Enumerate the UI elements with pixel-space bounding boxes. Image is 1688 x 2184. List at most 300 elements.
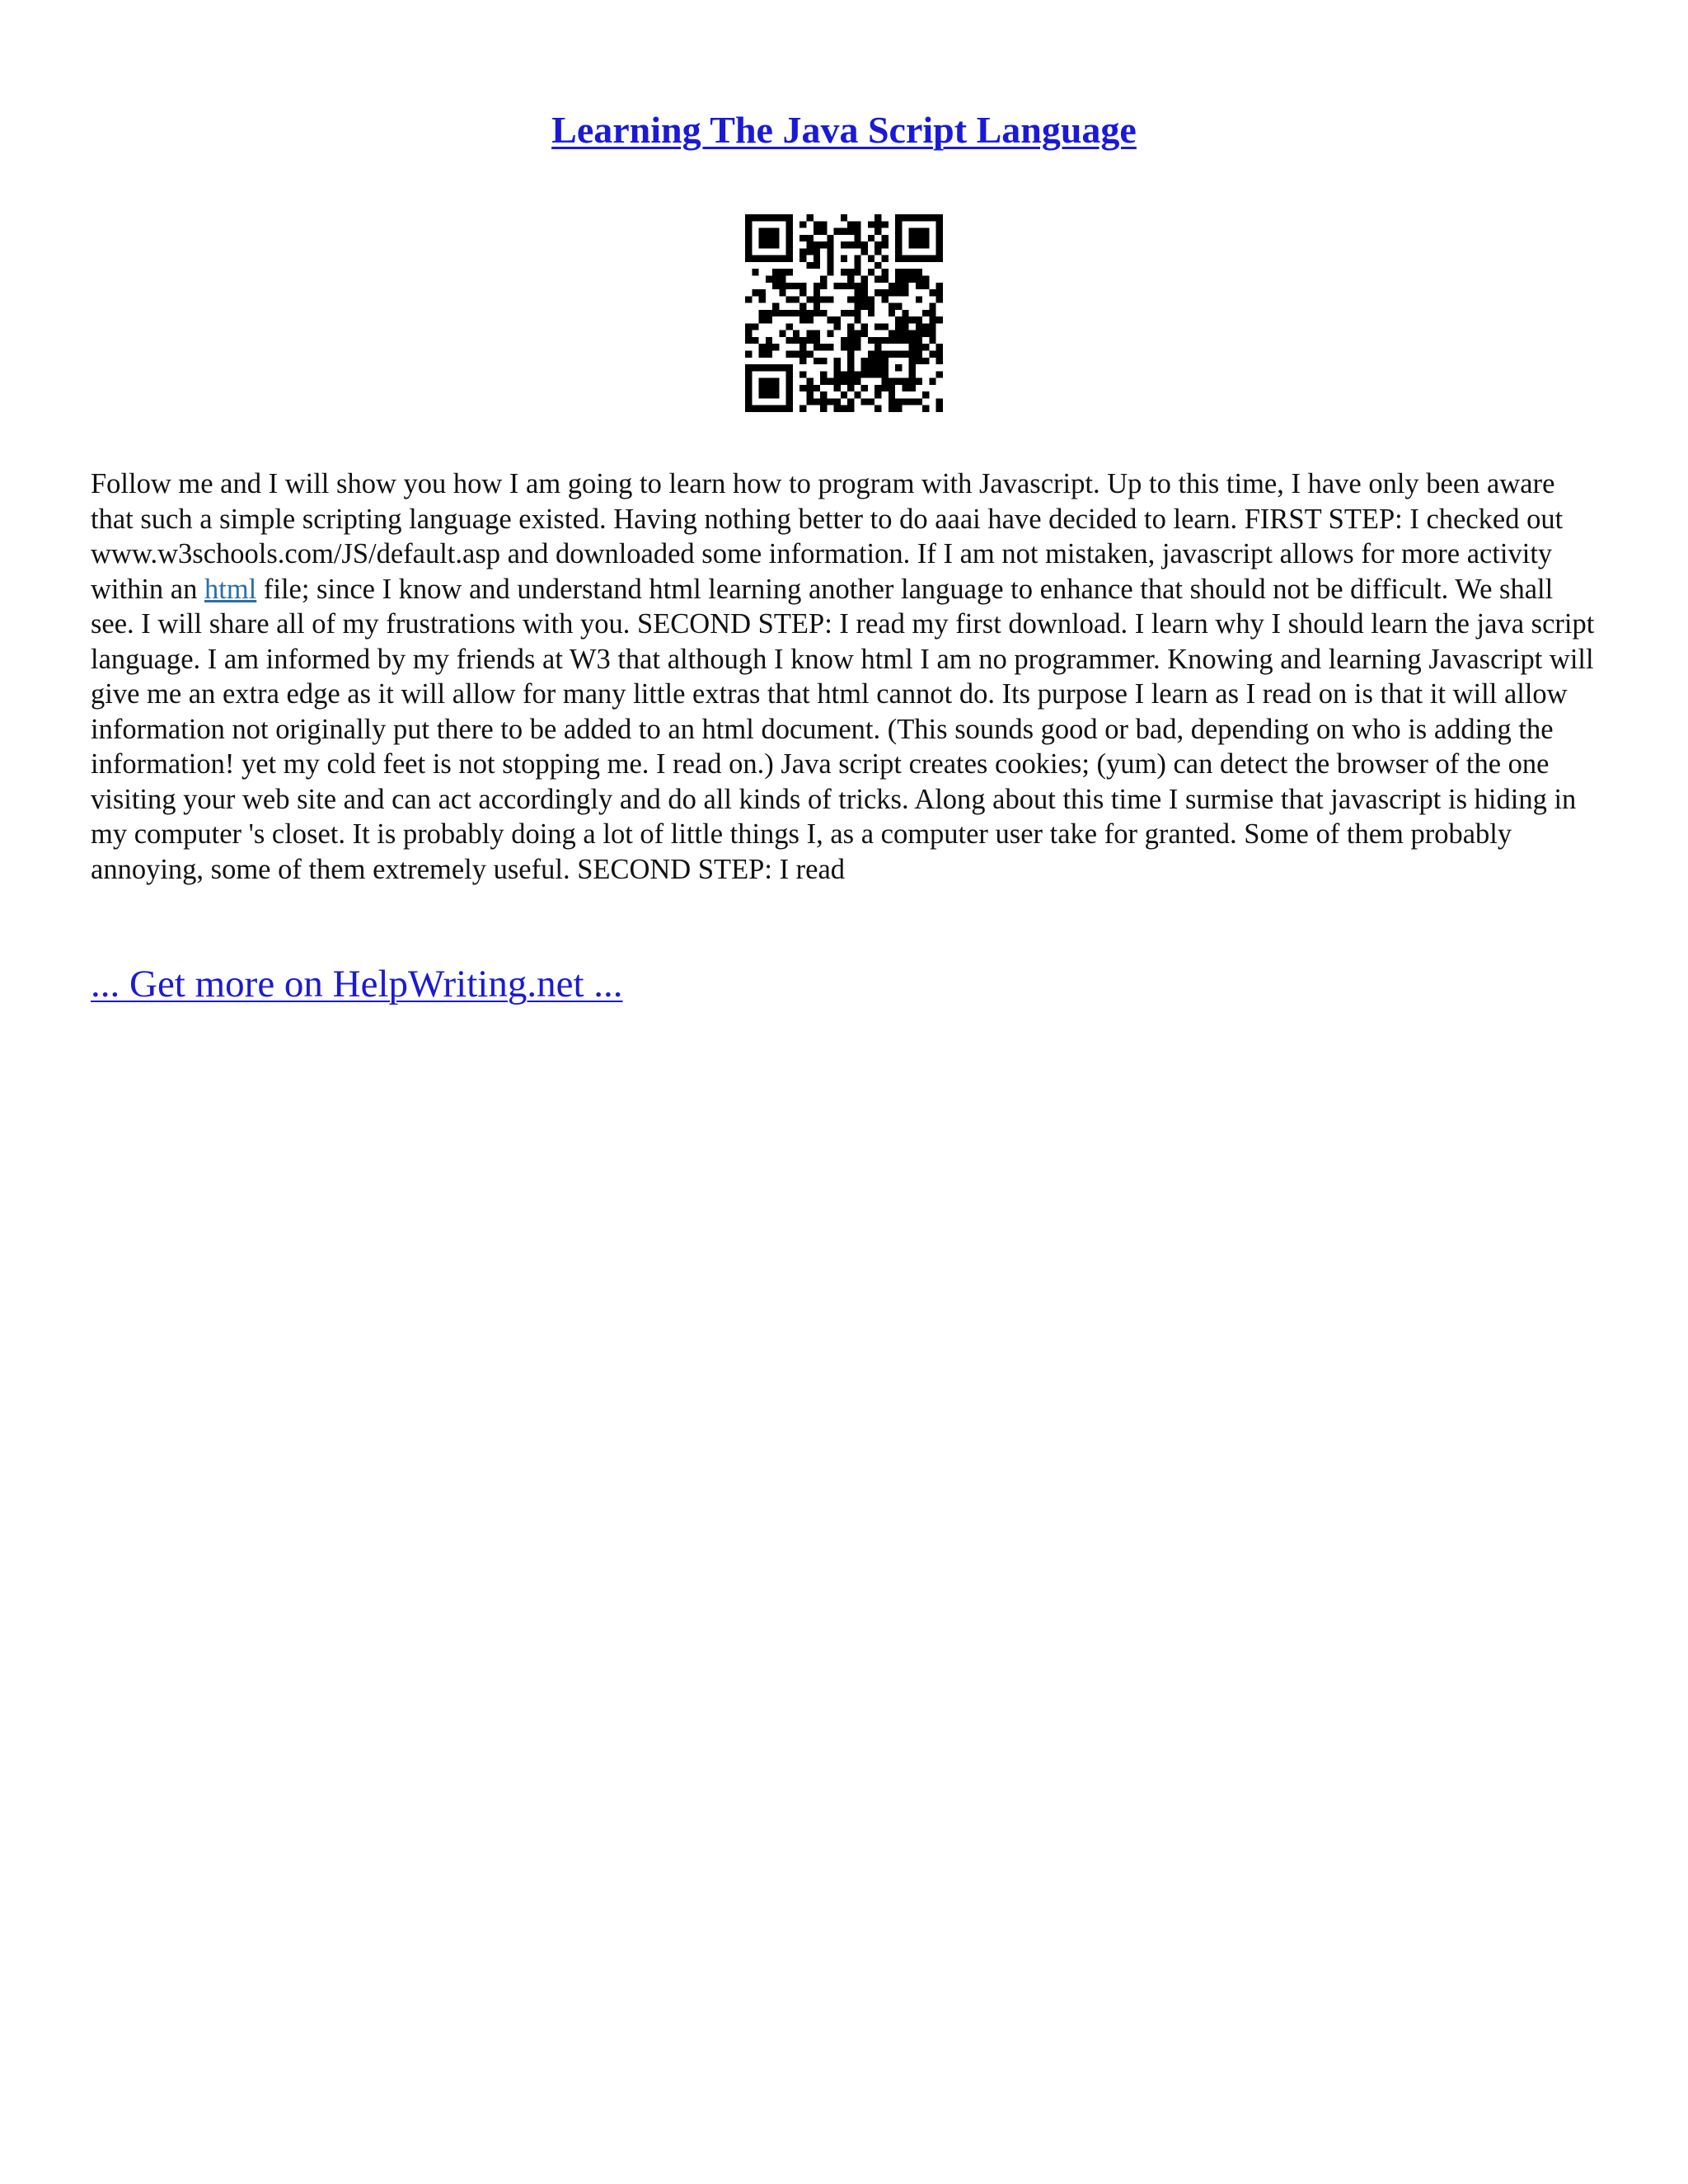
qr-module (854, 310, 860, 316)
qr-module (786, 228, 793, 235)
qr-module (902, 351, 908, 358)
qr-module (759, 241, 766, 248)
qr-module (909, 378, 916, 385)
qr-module (786, 241, 793, 248)
qr-module (936, 351, 943, 358)
qr-module (759, 296, 766, 302)
qr-module (779, 255, 785, 262)
qr-module (929, 337, 935, 344)
qr-module (895, 303, 902, 310)
qr-module (841, 337, 847, 344)
qr-module (874, 289, 881, 296)
qr-module (759, 214, 766, 221)
qr-module (827, 378, 833, 385)
qr-module (766, 275, 772, 282)
qr-module (827, 344, 833, 350)
qr-module (916, 378, 922, 385)
qr-module (889, 289, 895, 296)
qr-module (814, 221, 820, 227)
qr-module (889, 310, 895, 316)
qr-module (745, 351, 752, 358)
qr-module (909, 344, 916, 350)
qr-module (895, 275, 902, 282)
qr-module (799, 344, 806, 350)
qr-module (929, 351, 935, 358)
qr-module (882, 358, 889, 364)
qr-module (786, 351, 793, 358)
qr-module (799, 351, 806, 358)
qr-module (929, 316, 935, 323)
qr-module (847, 351, 854, 358)
qr-module (759, 391, 766, 398)
qr-module (799, 385, 806, 391)
qr-module (874, 385, 881, 391)
qr-module (874, 344, 881, 350)
qr-module (936, 228, 943, 235)
qr-module (895, 330, 902, 337)
qr-module (786, 405, 793, 412)
qr-module (841, 228, 847, 235)
qr-module (814, 283, 820, 289)
qr-module (874, 391, 881, 398)
qr-module (841, 214, 847, 221)
qr-module (772, 255, 779, 262)
qr-module (759, 378, 766, 385)
qr-module (806, 310, 813, 316)
qr-module (759, 364, 766, 371)
qr-module (766, 378, 772, 385)
qr-module (874, 214, 881, 221)
qr-module (766, 214, 772, 221)
qr-module (745, 405, 752, 412)
qr-module (806, 385, 813, 391)
qr-module (861, 323, 868, 330)
qr-module (868, 255, 874, 262)
qr-module (868, 351, 874, 358)
qr-module (834, 398, 841, 405)
qr-module (909, 316, 916, 323)
qr-module (895, 214, 902, 221)
qr-module (827, 262, 833, 269)
qr-module (936, 214, 943, 221)
qr-module (929, 310, 935, 316)
qr-module (882, 364, 889, 371)
qr-module (936, 358, 943, 364)
qr-module (868, 303, 874, 310)
qr-module (752, 289, 758, 296)
qr-module (916, 323, 922, 330)
qr-module (902, 378, 908, 385)
qr-module (745, 241, 752, 248)
qr-module (936, 255, 943, 262)
qr-module (814, 385, 820, 391)
qr-module (861, 371, 868, 377)
qr-module (766, 351, 772, 358)
qr-module (929, 323, 935, 330)
qr-module (745, 391, 752, 398)
qr-module (799, 337, 806, 344)
qr-module (772, 344, 779, 350)
qr-module (814, 262, 820, 269)
qr-module (772, 283, 779, 289)
qr-module (786, 323, 793, 330)
qr-module (895, 405, 902, 412)
qr-module (909, 364, 916, 371)
qr-module (827, 296, 833, 302)
qr-module (766, 344, 772, 350)
qr-module (766, 405, 772, 412)
qr-module (854, 283, 860, 289)
qr-module (902, 283, 908, 289)
qr-module (820, 378, 827, 385)
qr-module (902, 255, 908, 262)
qr-module (895, 316, 902, 323)
qr-module (909, 235, 916, 241)
qr-module (854, 330, 860, 337)
qr-module (752, 405, 758, 412)
qr-module (814, 330, 820, 337)
qr-module (902, 337, 908, 344)
qr-module (874, 275, 881, 282)
qr-module (895, 364, 902, 371)
qr-module (847, 310, 854, 316)
qr-module (759, 344, 766, 350)
qr-module (827, 316, 833, 323)
qr-module (772, 405, 779, 412)
qr-module (936, 289, 943, 296)
qr-module (814, 358, 820, 364)
qr-module (847, 275, 854, 282)
qr-module (806, 248, 813, 255)
qr-module (827, 330, 833, 337)
qr-module (847, 241, 854, 248)
paragraph-text-end: file; since I know and understand html learning another language to enhance that should not be difficult. We shall see. I will share all of my frustrations with you. SECOND STEP: I read my first download. I learn why I should learn the java script language. I am informed by my friends at W3 that although I know html I am no programmer. Knowing and learning Javascript will give me an extra edge as it will allow for many little extras that html cannot do. Its purpose I learn as I read on is that it will allow information not originally put there to be added to an html document. (This sounds good or bad, depending on who is adding the information! yet my cold feet is not stopping me. I read on.) Java script creates cookies; (yum) can detect the browser of the one visiting your web site and can act accordingly and do all kinds of tricks. Along about this time I surmise that javascript is hiding in my computer 's closet. It is probably doing a lot of little things I, as a computer user take for granted. Some of them probably annoying, some of them extremely useful. SECOND STEP: I read (91, 573, 1595, 885)
qr-module (889, 303, 895, 310)
qr-module (799, 235, 806, 241)
qr-module (847, 344, 854, 350)
qr-module (936, 221, 943, 227)
qr-module (861, 385, 868, 391)
qr-module (772, 310, 779, 316)
qr-module (895, 221, 902, 227)
qr-module (766, 337, 772, 344)
qr-module (820, 358, 827, 364)
qr-module (806, 316, 813, 323)
qr-module (745, 385, 752, 391)
qr-module (916, 241, 922, 248)
qr-module (847, 269, 854, 275)
qr-module (916, 235, 922, 241)
qr-module (895, 228, 902, 235)
qr-module (820, 296, 827, 302)
qr-module (882, 269, 889, 275)
qr-module (922, 358, 929, 364)
article-paragraph (91, 466, 1601, 887)
qr-module (868, 371, 874, 377)
qr-module (929, 330, 935, 337)
qr-module (922, 391, 929, 398)
qr-module (847, 385, 854, 391)
qr-module (766, 364, 772, 371)
qr-module (745, 221, 752, 227)
qr-module (806, 391, 813, 398)
qr-module (772, 385, 779, 391)
qr-module (909, 371, 916, 377)
qr-module (786, 364, 793, 371)
qr-module (874, 364, 881, 371)
qr-module (929, 378, 935, 385)
qr-module (772, 303, 779, 310)
qr-module (766, 255, 772, 262)
qr-module (752, 337, 758, 344)
qr-module (814, 310, 820, 316)
qr-module (847, 405, 854, 412)
qr-module (868, 337, 874, 344)
qr-module (854, 235, 860, 241)
qr-module (786, 296, 793, 302)
qr-module (759, 228, 766, 235)
qr-module (745, 398, 752, 405)
qr-module (766, 316, 772, 323)
qr-module (854, 228, 860, 235)
qr-module (902, 323, 908, 330)
qr-module (745, 296, 752, 302)
qr-module (895, 255, 902, 262)
qr-module (766, 385, 772, 391)
qr-module (759, 310, 766, 316)
qr-module (786, 248, 793, 255)
qr-module (936, 283, 943, 289)
qr-module (841, 255, 847, 262)
qr-module (786, 378, 793, 385)
qr-module (772, 275, 779, 282)
qr-module (799, 316, 806, 323)
page-title (0, 105, 1688, 155)
qr-module (874, 405, 881, 412)
qr-module (772, 235, 779, 241)
qr-module (874, 371, 881, 377)
qr-module (814, 248, 820, 255)
qr-module (814, 241, 820, 248)
qr-module (868, 310, 874, 316)
qr-module (916, 316, 922, 323)
qr-module (861, 275, 868, 282)
qr-module (786, 269, 793, 275)
qr-module (874, 241, 881, 248)
qr-module (895, 248, 902, 255)
qr-module (936, 241, 943, 248)
qr-module (814, 337, 820, 344)
qr-module (909, 358, 916, 364)
qr-module (834, 358, 841, 364)
qr-module (847, 330, 854, 337)
qr-module (909, 269, 916, 275)
qr-module (861, 283, 868, 289)
qr-module (786, 391, 793, 398)
qr-module (806, 241, 813, 248)
qr-module (895, 398, 902, 405)
qr-module (882, 241, 889, 248)
qr-module (752, 323, 758, 330)
qr-module (854, 221, 860, 227)
qr-module (929, 255, 935, 262)
qr-module (895, 289, 902, 296)
qr-module (902, 316, 908, 323)
qr-module (766, 310, 772, 316)
qr-module (745, 235, 752, 241)
qr-module (882, 385, 889, 391)
qr-module (841, 371, 847, 377)
qr-module (820, 398, 827, 405)
get-more-link[interactable]: ... Get more on HelpWriting.net ... (91, 963, 623, 1005)
qr-module (882, 289, 889, 296)
qr-module (772, 378, 779, 385)
qr-module (854, 303, 860, 310)
qr-module (936, 316, 943, 323)
qr-module (936, 235, 943, 241)
qr-module (793, 283, 799, 289)
qr-module (889, 351, 895, 358)
qr-module (868, 221, 874, 227)
qr-module (889, 385, 895, 391)
qr-module (854, 378, 860, 385)
qr-module (916, 255, 922, 262)
qr-module (929, 289, 935, 296)
qr-module (752, 214, 758, 221)
qr-module (841, 269, 847, 275)
qr-module (916, 330, 922, 337)
qr-module (779, 330, 785, 337)
qr-module (745, 330, 752, 337)
qr-module (841, 310, 847, 316)
qr-module (841, 378, 847, 385)
qr-module (779, 275, 785, 282)
qr-module (841, 405, 847, 412)
qr-module (820, 228, 827, 235)
qr-module (868, 358, 874, 364)
qr-module (916, 296, 922, 302)
qr-module (806, 398, 813, 405)
qr-module (752, 269, 758, 275)
qr-module (922, 310, 929, 316)
qr-module (820, 275, 827, 282)
qr-module (759, 405, 766, 412)
qr-module (745, 323, 752, 330)
qr-module (909, 337, 916, 344)
qr-module (827, 255, 833, 262)
qr-module (916, 344, 922, 350)
qr-module (745, 364, 752, 371)
qr-module (916, 283, 922, 289)
qr-module (799, 405, 806, 412)
qr-module (895, 337, 902, 344)
qr-module (922, 344, 929, 350)
qr-module (922, 275, 929, 282)
qr-module (827, 398, 833, 405)
qr-module (916, 275, 922, 282)
title-link[interactable]: Learning The Java Script Language (551, 109, 1137, 151)
qr-module (827, 235, 833, 241)
qr-module (834, 364, 841, 371)
qr-module (922, 330, 929, 337)
qr-module (834, 283, 841, 289)
qr-module (847, 337, 854, 344)
qr-module (814, 398, 820, 405)
qr-module (799, 310, 806, 316)
qr-module (874, 323, 881, 330)
qr-module (854, 391, 860, 398)
qr-module (902, 269, 908, 275)
qr-module (874, 228, 881, 235)
qr-module (772, 214, 779, 221)
qr-module (854, 337, 860, 344)
qr-module (902, 330, 908, 337)
qr-module (936, 405, 943, 412)
qr-module (745, 228, 752, 235)
qr-module (847, 371, 854, 377)
html-inline-link[interactable]: html (204, 573, 257, 605)
qr-module (936, 344, 943, 350)
qr-module (766, 235, 772, 241)
qr-module (806, 296, 813, 302)
paragraph-text-start: Follow me and I will show you how I am going to learn how to program with Javascript. Up to this time, I have only been aware that such a simple scripting language existed. Having nothing better to do aaai have decided to learn. FIRST STEP: I checked out www.w3schools.com/JS/default.asp and downloaded some information. If I am not mistaken, javascript allows for more activity within an (91, 468, 1564, 605)
qr-module (882, 255, 889, 262)
qr-module (766, 241, 772, 248)
qr-module (916, 358, 922, 364)
qr-module (799, 248, 806, 255)
qr-module (820, 221, 827, 227)
qr-module (882, 275, 889, 282)
qr-module (847, 378, 854, 385)
qr-module (779, 310, 785, 316)
qr-module (882, 371, 889, 377)
qr-module (786, 235, 793, 241)
qr-module (779, 289, 785, 296)
qr-module (882, 337, 889, 344)
qr-module (766, 228, 772, 235)
qr-module (902, 385, 908, 391)
qr-module (861, 303, 868, 310)
qr-module (834, 316, 841, 323)
qr-module (902, 275, 908, 282)
qr-module (854, 289, 860, 296)
qr-module (882, 378, 889, 385)
qr-module (936, 398, 943, 405)
qr-module (806, 214, 813, 221)
qr-module (834, 385, 841, 391)
qr-module (909, 214, 916, 221)
qr-module (889, 391, 895, 398)
qr-module (902, 214, 908, 221)
qr-module (922, 255, 929, 262)
qr-module (889, 378, 895, 385)
qr-module (889, 398, 895, 405)
qr-module (766, 391, 772, 398)
qr-module (793, 330, 799, 337)
qr-module (861, 364, 868, 371)
qr-module (929, 214, 935, 221)
qr-module (847, 364, 854, 371)
qr-module (882, 235, 889, 241)
qr-module (909, 351, 916, 358)
qr-module (854, 316, 860, 323)
qr-module (916, 337, 922, 344)
qr-module (745, 214, 752, 221)
qr-module (909, 275, 916, 282)
qr-module (882, 296, 889, 302)
qr-module (909, 241, 916, 248)
qr-module (847, 358, 854, 364)
